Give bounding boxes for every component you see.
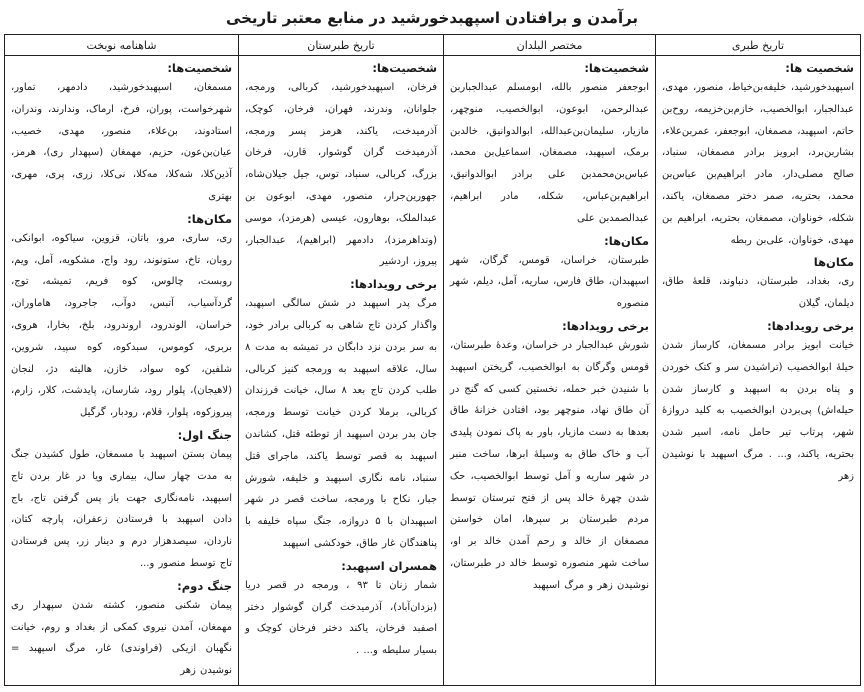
section-text: ابوجعفر منصور بالله، ابومسلم عبدالجباربن عبدالرحمن، ابوعون، ابوالخصیب، منوچهر، مازیار، سلیمان‌بن‌عبدالله، ابوالدوانیق، خالدبن برمک، اسپهبد، مصمغان، اسماعیل‌بن محمد، عباس‌بن‌محمدبن علی برادر ابوالدوانیق، ابراهیم‌بن‌عباس، شکله، مادر ابراهیم، عبدالصمدبن علی — [450, 82, 649, 224]
column-header: تاریخ طبرستان — [239, 35, 444, 56]
column-mokhtasar-albuldan — [444, 56, 656, 686]
section-text: خیانت ابویز برادر مسمغان، کارساز شدن حیلهٔ ابوالخصیب (تراشیدن سر و کتک خوردن و پناه بردن به اسپهبد و کارساز شدن حیله‌اش) پی‌بردن ابوالخصیب به کلید دروازهٔ شهر، پرتاب تیر حامل نامه، اسیر شدن بحتریه، یاکند، و... . مرگ اسپهبد با نوشیدن زهر — [662, 339, 854, 482]
section-text: مسمغان، اسپهبدخورشید، دادمهر، تماور، شهرخواست، پوران، فرخ، ارماک، وندارند، وندران، استادوند، بن‌علاء، منصور، مهدی، خصیب، عیان‌بن‌عون، حزیم، مهمغان (سپهدار ری)، هرمز، آذین‌کلا، شه‌کلا، مه‌کلا، نی‌کلا، زری، پری، مهری، بهتری — [11, 82, 232, 202]
section-text: اسپهبدخورشید، خلیفه‌بن‌خیاط، منصور، مهدی، عبدالجبار، ابوالخصیب، خازم‌بن‌خزیمه، روح‌بن حاتم، اسپهبد، مصمغان، ابوجعفر، عمربن‌علاء، بشاربن‌برد، ابرویز برادر مصمغان، سنباد، صالح مصلی‌دار، مادر ابراهیم‌بن عباس‌بن محمد، بحتریه، صمر دختر مصمغان، یاکند، شکله، خوناوان، مصمغان، بحتریه، ابراهیم بن مهدی، خوناوان، علی‌بن ربطه — [662, 82, 854, 246]
section-title: برخی رویدادها: — [562, 318, 649, 333]
section-text: فرخان، اسپهبدخورشید، کربالی، ورمجه، جلوانان، وندرند، فهران، فرخان، کوچک، آذرمیدخت، یاکند، هرمز پسر ورمجه، آذرمیدخت گران گوشوار، قارن، فرخان بزرگ، کربالی، سنباد، توس، جیل جیلان‌شاه، جهورین‌جرار، منصور، مهدی، ابوعون بن عبدالملک، بوهارون، عیسی (هرمزد)، موسی (ونداهرمزد)، دادمهر (ابراهیم)، عبدالجبار، پیروز، اردشیر — [245, 82, 437, 268]
section-text: مرگ پدر اسپهبد در شش سالگی اسپهبد، واگذار کردن تاج شاهی به کربالی برادر خود، به سر بردن نزد دابگان در تمیشه به مدت ۸ سال، علاقه اسپهبد به ورمجه کنیز کربالی، طلب کردن تاج بعد ۸ سال، خیانت فرزندان کربالی، برملا کردن خیانت توسط ورمجه، جان بدر بردن اسپهبد از توطئه قتل، کشاندن اسپهبد به قصر توسط یاکند، ماجرای قتل سنباد، نامه نگاری اسپهبد و خلیفه، شورش جبار، نکاح با ورمجه، ساخت قصر در شهر اسپهبدان با ۵ دروازه، جنگ سپاه خلیفه با پناهندگان غار طاق، خودکشی اسپهبد — [245, 298, 437, 549]
section-text: ری، بغداد، طبرستان، دنباوند، قلعهٔ طاق، دیلمان، گیلان — [662, 276, 854, 310]
section-title: شخصیت‌ها: — [167, 61, 232, 75]
section-title: جنگ اول: — [177, 427, 232, 442]
section-title: برخی رویدادها: — [767, 318, 854, 333]
section-title: مکان‌ها: — [604, 233, 649, 248]
table-header-row — [5, 35, 861, 56]
table-body-row — [5, 56, 861, 686]
section-text: طبرستان، خراسان، قومس، گرگان، شهر اسپهبدان، طاق فارس، ساریه، آمل، دیلم، شهر منصوره — [450, 254, 649, 310]
column-header: مختصر البلدان — [444, 35, 656, 56]
column-shahnameh-nobakht — [5, 56, 239, 686]
sources-comparison-table — [4, 34, 861, 686]
section-text: شورش عبدالجبار در خراسان، وعدهٔ طبرستان، قومس وگرگان به ابوالخصیب، گریختن اسپهبد با شنیدن خبر حمله، نخستین کسی که گنج در آن طاق نهاد، منوچهر بود، افتادن خزانهٔ طاق بعدها به دست مازیار، باور به پاک نمودن پلیدی آب و خاک طاق به وسیلهٔ ابرها، ساخت منبر در شهر ساریه و آمل توسط ابوالخصیب، حک شدن چهرهٔ خالد پس از فتح تبرستان توسط مردم طبرستان بر سپرها، امان خواستن مصمغان از خالد و رحم آمدن خالد بر او، ساخت شهر منصوره توسط خالد در طبرستان، نوشیدن زهر و مرگ اسپهبد — [450, 339, 649, 591]
section-title: برخی رویدادها: — [350, 277, 437, 292]
section-title: شخصیت ها: — [785, 61, 854, 75]
section-title: مکان‌ها: — [187, 211, 232, 226]
section-text: شمار زنان تا ۹۳ ، ورمجه در قصر دریا (بزدان‌آباد)، آذرمیدخت گران گوشوار دختر اصفبد فرخان، یاکند دختر فرخان کوچک و بسیار سلیطه و... . — [245, 579, 437, 657]
section-title: جنگ دوم: — [177, 578, 232, 593]
section-text: ری، ساری، مرو، باتان، قزوین، سیاکوه، ابوانکی، روبان، تاخ، ستونوند، رود واج، مشکویه، آمل، ویم، روبست، چالوس، کوه فریم، تمیشه، توج، گردآسیاب، آتبس، دوآب، جاجرود، هاماوران، خراسان، الوندرود، اروندرود، بلخ، بخارا، هروی، بربری، کوموس، سبدکوه، کوه سپید، شروین، شلفین، کوه سواد، خازن، هالیته دژ، لنجان (لاهیجان)، پلوار رود، شارسان، پایدشت، کلار، زارم، پیروزکوه، پلوار، قلام، رودبار، گرگیل — [11, 232, 232, 419]
section-title: همسران اسپهبد: — [341, 558, 437, 573]
column-header: شاهنامه نوبخت — [5, 35, 239, 56]
section-text: پیمان شکنی منصور، کشته شدن سپهدار ری مهمغان، آمدن نیروی کمکی از بغداد و روم، خیانت نگهبان ازیکی (فراوندی) غار، مرگ اسپهبد = نوشیدن زهر — [11, 599, 232, 677]
page-title: برآمدن و برافتادن اسپهبدخورشید در منابع معتبر تاریخی — [225, 9, 639, 27]
section-title: مکان‌ها — [813, 255, 854, 270]
column-header: تاریخ طبری — [656, 35, 861, 56]
section-title: شخصیت‌ها: — [584, 61, 649, 75]
section-text: پیمان بستن اسپهبد با مسمغان، طول کشیدن جنگ به مدت چهار سال، بیماری ویا در غار بردن تاج اسپهبد، نامه‌نگاری جهت باز پس گرفتن تاج، باج دادن اسپهبد با فرستادن زعفران، پارچه کتان، ناردان، سیصدهزار درم و دینار زر، پس فرستادن تاج توسط منصور و... — [11, 448, 232, 569]
section-title: شخصیت‌ها: — [372, 61, 437, 75]
column-tarikh-tabarestan — [239, 56, 444, 686]
column-tarikh-tabari — [656, 56, 861, 686]
